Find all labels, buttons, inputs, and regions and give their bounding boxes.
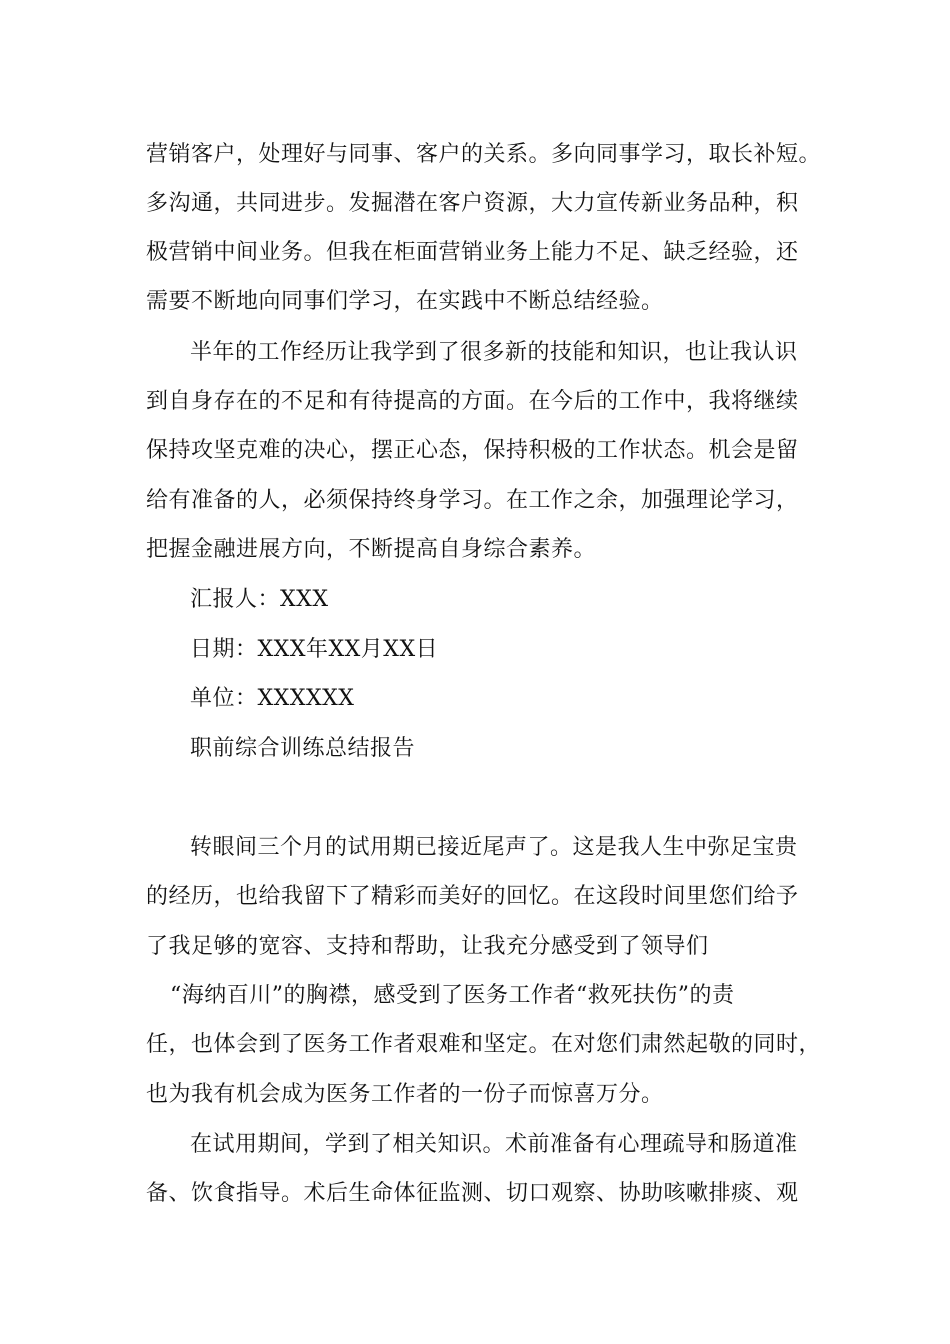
text-line-3: 极营销中间业务。但我在柜面营销业务上能力不足、缺乏经验，还 — [146, 240, 799, 265]
text-line-19: 也为我有机会成为医务工作者的一份子而惊喜万分。 — [146, 1082, 664, 1107]
text-line-8: 给有准备的人，必须保持终身学习。在工作之余，加强理论学习， — [146, 488, 799, 513]
text-line-9: 把握金融进展方向，不断提高自身综合素养。 — [146, 537, 597, 562]
section-title: 职前综合训练总结报告 — [190, 736, 416, 761]
text-line-17: “海纳百川”的胸襟，感受到了医务工作者“救死扶伤”的责 — [170, 983, 735, 1008]
text-line-7: 保持攻坚克难的决心，摆正心态，保持积极的工作状态。机会是留 — [146, 438, 799, 463]
unit-line: 单位：XXXXXX — [190, 686, 355, 711]
text-line-6: 到自身存在的不足和有待提高的方面。在今后的工作中，我将继续 — [146, 389, 799, 414]
text-line-20: 在试用期间，学到了相关知识。术前准备有心理疏导和肠道准 — [190, 1132, 798, 1157]
text-line-18: 任，也体会到了医务工作者艰难和坚定。在对您们肃然起敬的同时， — [146, 1032, 822, 1057]
text-line-14: 转眼间三个月的试用期已接近尾声了。这是我人生中弥足宝贵 — [190, 835, 798, 860]
text-line-1: 营销客户，处理好与同事、客户的关系。多向同事学习，取长补短。 — [146, 142, 822, 167]
text-line-15: 的经历，也给我留下了精彩而美好的回忆。在这段时间里您们给予 — [146, 884, 799, 909]
text-line-21: 备、饮食指导。术后生命体征监测、切口观察、协助咳嗽排痰、观 — [146, 1181, 799, 1206]
text-line-16: 了我足够的宽容、支持和帮助，让我充分感受到了领导们 — [146, 934, 709, 959]
reporter-line: 汇报人：XXX — [190, 587, 329, 612]
text-line-5: 半年的工作经历让我学到了很多新的技能和知识，也让我认识 — [190, 340, 798, 365]
text-line-4: 需要不断地向同事们学习，在实践中不断总结经验。 — [146, 289, 664, 314]
date-line: 日期：XXX年XX月XX日 — [190, 637, 439, 662]
text-line-2: 多沟通，共同进步。发掘潜在客户资源，大力宣传新业务品种，积 — [146, 191, 799, 216]
